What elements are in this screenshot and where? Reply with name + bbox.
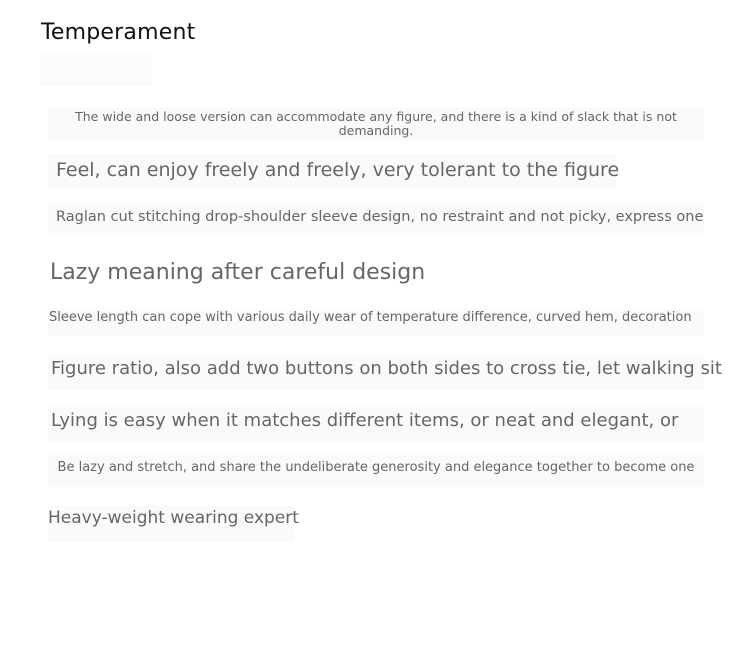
- text-line-8: Be lazy and stretch, and share the undeliberate generosity and elegance together to become one: [48, 455, 704, 487]
- text-line-5: Sleeve length can cope with various daily wear of temperature difference, curved hem, decoration: [48, 309, 704, 336]
- text-line-7: Lying is easy when it matches different items, or neat and elegant, or: [48, 407, 704, 442]
- text-line-1: The wide and loose version can accommodate any figure, and there is a kind of slack that is not demanding.: [48, 108, 704, 140]
- text-line-2: Feel, can enjoy freely and freely, very tolerant to the figure: [48, 154, 616, 188]
- text-line-3: Raglan cut stitching drop-shoulder sleeve design, no restraint and not picky, express one: [48, 203, 704, 235]
- page-title: Temperament: [41, 20, 196, 45]
- text-line-9: Heavy-weight wearing expert: [48, 506, 294, 542]
- title-underlay: [40, 52, 152, 86]
- text-line-6: Figure ratio, also add two buttons on both sides to cross tie, let walking sit: [48, 355, 704, 390]
- text-line-4: Lazy meaning after careful design: [48, 255, 450, 291]
